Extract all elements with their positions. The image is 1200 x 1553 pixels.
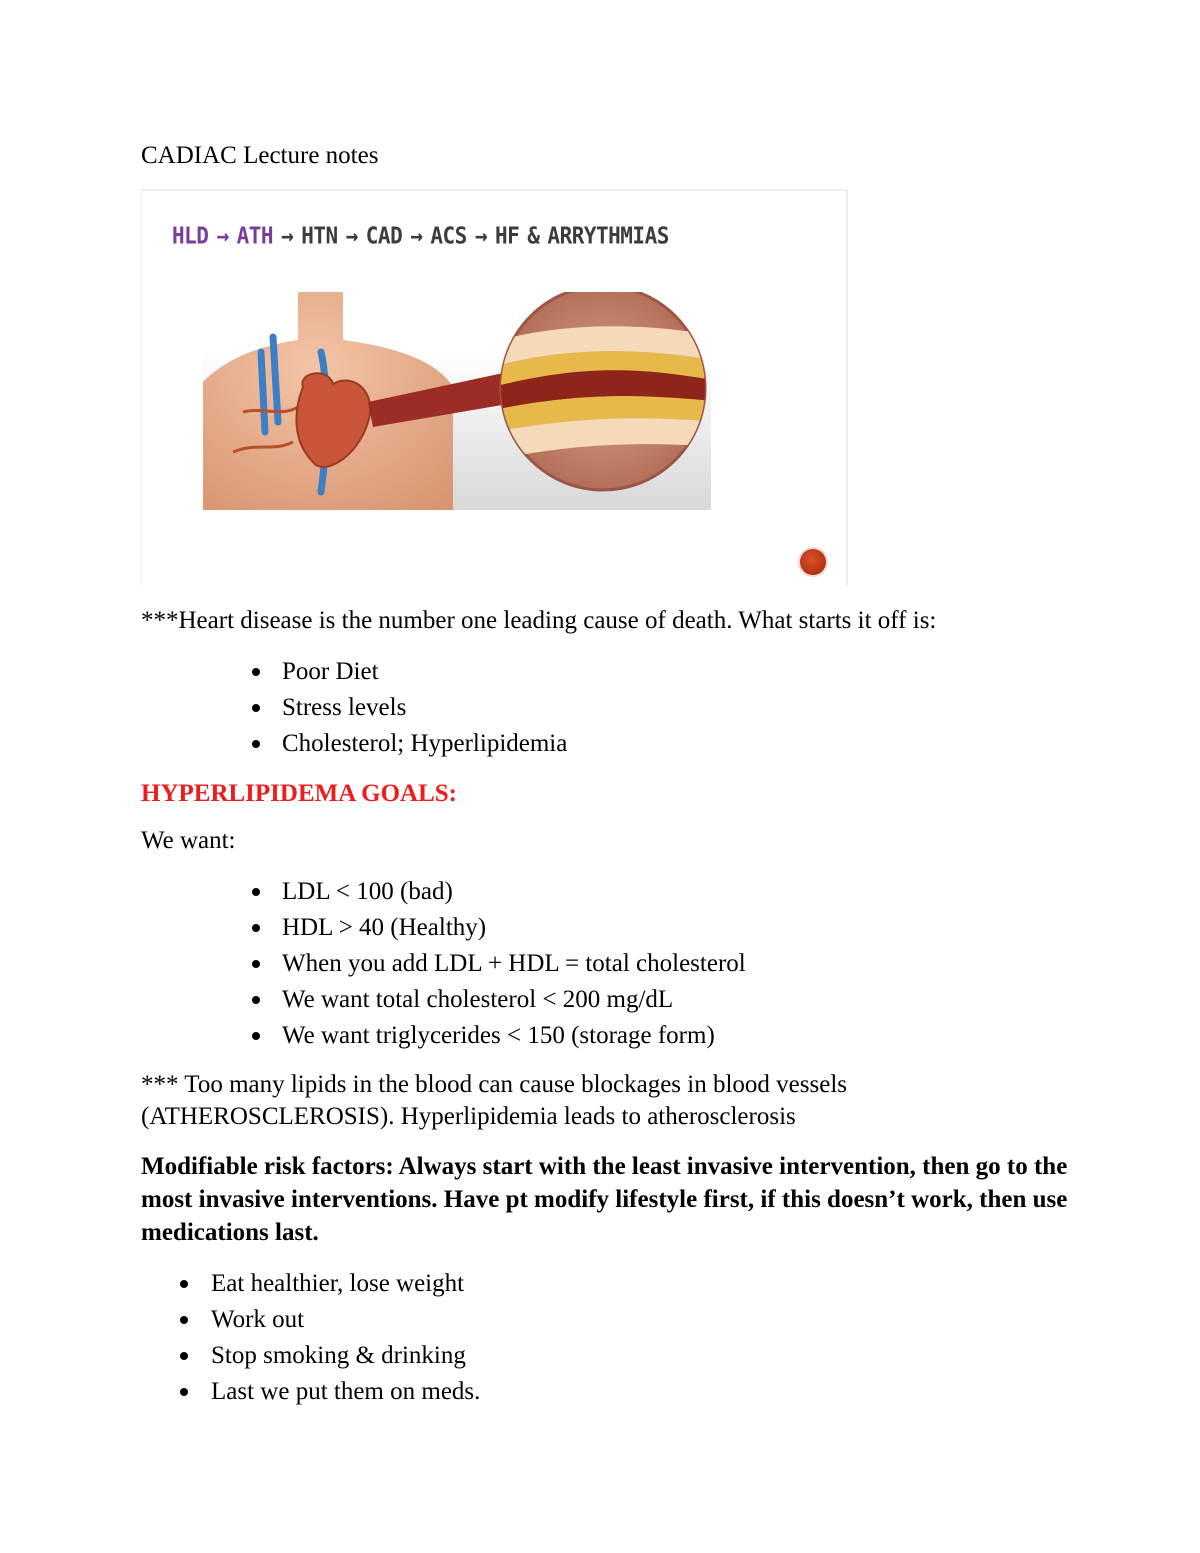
- intro-paragraph: ***Heart disease is the number one leading cause of death. What starts it off is:: [141, 607, 937, 634]
- list-item: Stop smoking & drinking: [211, 1340, 480, 1376]
- document-title: CADIAC Lecture notes: [141, 142, 379, 169]
- arrow-icon: →: [281, 222, 294, 249]
- list-item: When you add LDL + HDL = total cholesterol: [282, 948, 746, 984]
- list-item: Stress levels: [282, 692, 567, 728]
- list-item: Last we put them on meds.: [211, 1376, 480, 1412]
- slide-marker-dot: [800, 549, 826, 575]
- list-item: Work out: [211, 1304, 480, 1340]
- flow-step-hld: HLD: [172, 222, 209, 249]
- flow-step-ath: ATH: [236, 222, 274, 249]
- list-item: Eat healthier, lose weight: [211, 1268, 480, 1304]
- we-want-label: We want:: [141, 827, 236, 854]
- disease-progression-flow: [172, 222, 669, 249]
- list-item: Poor Diet: [282, 656, 567, 692]
- heart-artery-illustration: [203, 292, 711, 510]
- flow-step-cad: CAD: [365, 222, 403, 249]
- arrow-icon: →: [474, 222, 487, 249]
- arrow-icon: →: [216, 222, 229, 249]
- flow-step-htn: HTN: [301, 222, 338, 249]
- goals-list: [282, 876, 746, 1056]
- list-item: LDL < 100 (bad): [282, 876, 746, 912]
- ampersand: &: [527, 222, 540, 249]
- arrow-icon: →: [410, 222, 423, 249]
- modifiable-risk-factors: Modifiable risk factors: Always start with the least invasive intervention, then go to the most invasive interventions. Have pt modify lifestyle first, if this doesn’t work, then use medications last.: [141, 1153, 1068, 1246]
- interventions-list: [211, 1268, 480, 1412]
- list-item: HDL > 40 (Healthy): [282, 912, 746, 948]
- list-item: Cholesterol; Hyperlipidemia: [282, 728, 567, 764]
- list-item: We want total cholesterol < 200 mg/dL: [282, 984, 746, 1020]
- arrow-icon: →: [345, 222, 358, 249]
- atherosclerosis-note: *** Too many lipids in the blood can cause blockages in blood vessels (ATHEROSCLEROSIS). Hyperlipidemia leads to atherosclerosis: [141, 1071, 848, 1130]
- list-item: We want triglycerides < 150 (storage form): [282, 1020, 746, 1056]
- flow-step-acs: ACS: [430, 222, 467, 249]
- causes-list: [282, 656, 567, 764]
- flow-step-hf: HF: [494, 222, 520, 249]
- goals-heading: HYPERLIPIDEMA GOALS:: [141, 780, 458, 807]
- flow-step-arrythmias: ARRYTHMIAS: [547, 222, 669, 249]
